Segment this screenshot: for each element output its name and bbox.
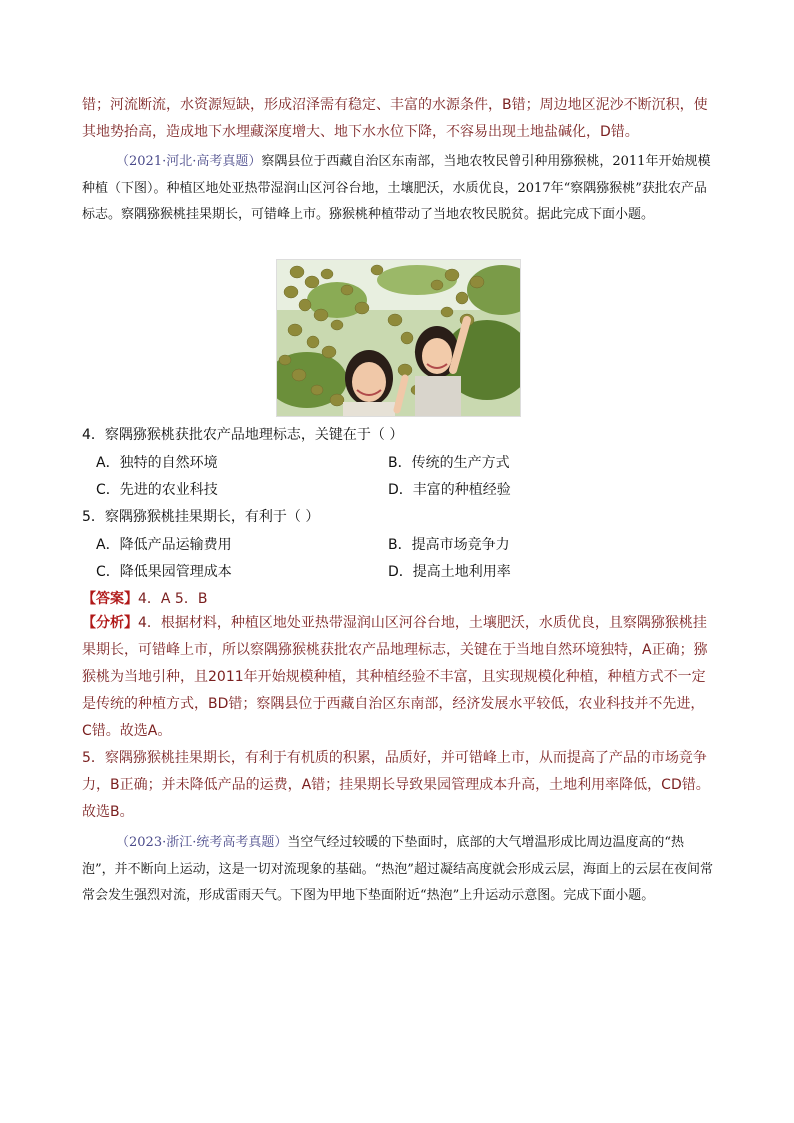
kiwi-harvest-photo [276, 259, 521, 417]
question-4-stem: 4．察隅猕猴桃获批农产品地理标志，关键在于（ ） [82, 427, 404, 443]
source-tag-2: （2023·浙江·统考高考真题） [116, 835, 288, 850]
question-5-option-c[interactable]: C．降低果园管理成本 [96, 564, 232, 580]
analysis-label: 【分析】 [82, 615, 138, 631]
question-4-option-b[interactable]: B．传统的生产方式 [388, 455, 510, 471]
material-text-2: 当空气经过较暖的下垫面时，底部的大气增温形成比周边温度高的“热泡”，并不断向上运动，这是一切对流现象的基础。“热泡”超过凝结高度就会形成云层，海面上的云层在夜间常常会发生强烈对流，形成雷雨天气。下图为甲地下垫面附近“热泡”上升运动示意图。完成下面小题。 [82, 835, 713, 903]
question-5-option-d[interactable]: D．提高土地利用率 [388, 564, 511, 580]
analysis-paragraph-4 [82, 610, 714, 745]
question-4-option-a[interactable]: A．独特的自然环境 [96, 455, 218, 471]
question-4-option-c[interactable]: C．先进的农业科技 [96, 482, 218, 498]
material-text-1: 察隅县位于西藏自治区东南部，当地农牧民曾引种用猕猴桃，2011年开始规模种植（下图）。种植区地处亚热带湿润山区河谷台地，土壤肥沃，水质优良，2017年“察隅猕猴桃”获批农产品标志。察隅猕猴桃挂果期长，可错峰上市。猕猴桃种植带动了当地农牧民脱贫。据此完成下面小题。 [82, 154, 711, 222]
material-block-1 [82, 149, 714, 229]
question-5-option-a[interactable]: A．降低产品运输费用 [96, 537, 232, 553]
prev-analysis-line-2: 其地势抬高，造成地下水埋藏深度增大、地下水水位下降，不容易出现土地盐碱化，D错。 [82, 124, 639, 140]
question-4-option-d[interactable]: D．丰富的种植经验 [388, 482, 511, 498]
prev-analysis-line-1: 错；河流断流，水资源短缺，形成沼泽需有稳定、丰富的水源条件，B错；周边地区泥沙不断沉积，使 [82, 97, 708, 113]
question-5-option-b[interactable]: B．提高市场竞争力 [388, 537, 510, 553]
answer-text: 4．A 5．B [138, 591, 208, 607]
answer-label: 【答案】 [82, 591, 138, 607]
source-tag-1: （2021·河北·高考真题） [116, 154, 262, 169]
answer-line [82, 588, 207, 608]
analysis-text-4: 4．根据材料，种植区地处亚热带湿润山区河谷台地，土壤肥沃，水质优良，且察隅猕猴桃挂果期长，可错峰上市，所以察隅猕猴桃获批农产品地理标志，关键在于当地自然环境独特，A正确；猕猴桃为当地引种，且2011年开始规模种植，其种植经验不丰富，且实现规模化种植，种植方式不一定是传统的种植方式，BD错；察隅县位于西藏自治区东南部，经济发展水平较低，农业科技并不先进，C错。故选A。 [82, 615, 708, 739]
material-block-2 [82, 830, 714, 910]
question-5-stem: 5．察隅猕猴桃挂果期长，有利于（ ） [82, 509, 320, 525]
analysis-paragraph-5: 5．察隅猕猴桃挂果期长，有利于有机质的积累，品质好，并可错峰上市，从而提高了产品的市场竞争力，B正确；并未降低产品的运费，A错；挂果期长导致果园管理成本升高，土地利用率降低，CD错。故选B。 [82, 750, 710, 820]
